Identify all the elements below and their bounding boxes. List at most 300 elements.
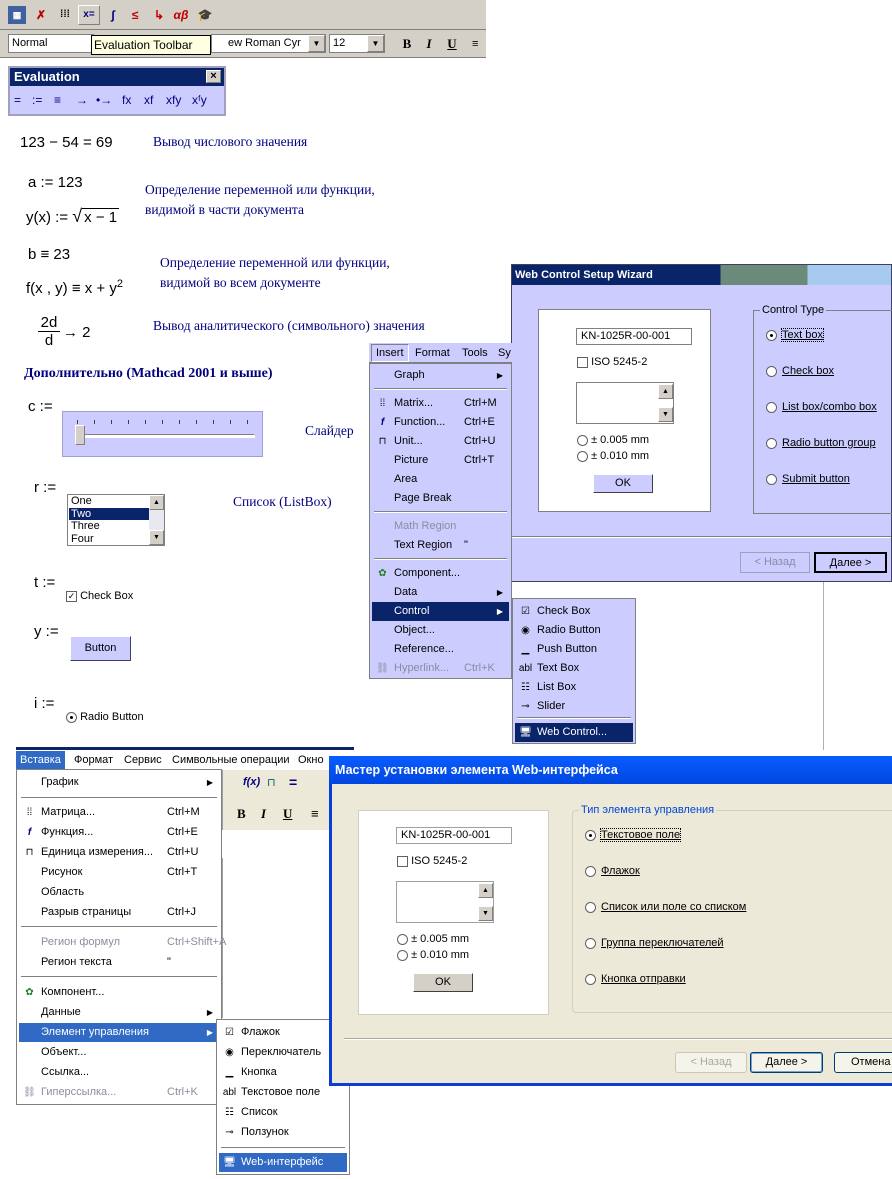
font-dropdown-button[interactable]: ▼ [308, 35, 325, 52]
ru-cancel-button[interactable]: Отмена [834, 1052, 892, 1073]
ru-menu-item[interactable] [19, 863, 219, 882]
def-f [26, 278, 123, 297]
greek-icon[interactable]: αβ [173, 8, 189, 22]
symbolic-icon[interactable]: 🎓 [197, 8, 213, 22]
def-c: c := [28, 398, 53, 415]
evaluation-palette [8, 66, 226, 116]
palette-button-7[interactable]: xfy [166, 93, 182, 107]
en-menu-item-label: Page Break [394, 492, 452, 504]
slider-icon: ⊸ [521, 701, 530, 712]
evaluation-icon[interactable]: x= [78, 5, 100, 25]
web-control-icon: 🖥 [519, 727, 532, 738]
en-menu-item-label: Graph [394, 369, 425, 381]
ru-preview-textarea[interactable] [396, 881, 494, 923]
ru-menu-item-label: Рисунок [41, 866, 83, 878]
en-menu-separator [374, 511, 507, 513]
format-toolbar [0, 30, 486, 58]
en-preview-radio2-dot[interactable] [577, 451, 588, 462]
en-menu-item [372, 659, 509, 678]
def-y-radicand: x − 1 [84, 209, 118, 226]
ru-preview-ok-button[interactable]: OK [413, 973, 473, 992]
def-r: r := [34, 479, 57, 496]
ru-textarea-up-icon[interactable]: ▲ [478, 883, 493, 898]
note-local-def [145, 180, 375, 220]
en-preview-radio1-dot[interactable] [577, 435, 588, 446]
push-button-icon: ▁ [225, 1067, 234, 1078]
en-preview-radio1-label: ± 0.005 mm [591, 434, 650, 446]
hyperlink-icon: ⛓ [376, 663, 389, 674]
ru-menu-item[interactable] [19, 1023, 219, 1042]
ru-menu-item[interactable] [19, 773, 219, 792]
palette-button-3[interactable]: → [76, 93, 88, 107]
en-menu-item-label: Math Region [394, 520, 457, 532]
en-type-option[interactable] [766, 401, 877, 413]
palette-button-1[interactable]: := [32, 93, 43, 107]
en-menu-item[interactable] [372, 394, 509, 413]
ru-type-option[interactable] [585, 865, 640, 877]
font-select[interactable]: ew Roman Cyr [211, 34, 326, 53]
textbox-icon: abl [222, 1087, 237, 1098]
en-type-radio[interactable] [766, 438, 777, 449]
ru-submenu-item[interactable] [219, 1043, 347, 1062]
ru-menu-item-shortcut: Ctrl+M [167, 806, 200, 818]
ru-menu-item [19, 1083, 219, 1102]
ru-preview-radio1-dot[interactable] [397, 934, 408, 945]
en-type-label: List box/combo box [782, 401, 877, 413]
ru-type-radio[interactable] [585, 974, 596, 985]
ru-menu-item-label: Матрица... [41, 806, 96, 818]
en-submenu-item-label: Slider [537, 700, 566, 712]
function-icon: f [27, 827, 32, 838]
ru-type-option[interactable] [585, 901, 746, 913]
en-menu-item[interactable] [372, 564, 509, 583]
listbox-control[interactable] [67, 494, 165, 546]
ru-menubar-symbolics[interactable]: Символьные операции [172, 754, 290, 766]
listbox-item[interactable]: Four [71, 532, 94, 545]
ru-control-type-group [572, 804, 892, 1013]
size-select[interactable]: 12 [329, 34, 385, 53]
ru-type-label: Текстовое поле [601, 829, 681, 841]
palette-button-0[interactable]: = [14, 93, 22, 107]
ru-type-option[interactable] [585, 973, 686, 985]
component-icon: ✿ [378, 568, 387, 579]
ru-submenu-item-label: Флажок [241, 1026, 280, 1038]
note-local-def-l2: видимой в части документа [145, 202, 304, 217]
ru-insert-menu [16, 769, 227, 1105]
programming-icon[interactable]: ↳ [153, 8, 165, 22]
checkbox-label: Check Box [80, 590, 134, 602]
en-submenu-item[interactable] [515, 697, 633, 716]
chevron-right-icon: ▶ [496, 371, 503, 380]
en-submenu-item-label: Push Button [537, 643, 597, 655]
chevron-right-icon: ▶ [496, 607, 503, 616]
ru-menu-item-shortcut: Ctrl+E [167, 826, 198, 838]
ru-submenu-item[interactable] [219, 1103, 347, 1122]
ru-menu-item[interactable] [19, 823, 219, 842]
derivative-numerator: 2d [38, 314, 60, 332]
en-preview-checkbox-box[interactable] [577, 357, 588, 368]
palette-close-button[interactable]: × [206, 70, 221, 83]
en-menu-item[interactable] [372, 432, 509, 451]
ru-menubar-service[interactable]: Сервис [124, 754, 162, 766]
ru-wizard-body [332, 784, 892, 1083]
ru-fx-icon: f(x) [243, 776, 261, 788]
ru-type-label: Кнопка отправки [601, 973, 686, 985]
ru-submenu-item[interactable] [219, 1083, 347, 1102]
size-dropdown-button[interactable]: ▼ [367, 35, 384, 52]
ru-menu-item[interactable] [19, 1063, 219, 1082]
ru-type-radio[interactable] [585, 938, 596, 949]
align-left-icon[interactable]: ≡ [472, 38, 479, 50]
ru-menubar-insert[interactable]: Вставка [16, 751, 65, 770]
en-preview-radio1[interactable] [577, 434, 649, 446]
ru-type-radio[interactable] [585, 902, 596, 913]
ru-type-option[interactable] [585, 937, 724, 949]
ru-menu-item[interactable] [19, 903, 219, 922]
en-wizard-titlebar[interactable]: Web Control Setup Wizard [512, 265, 891, 285]
scroll-down-icon[interactable]: ▼ [149, 530, 164, 545]
ru-background-toolbar [222, 770, 332, 830]
ru-menu-item-shortcut: " [167, 956, 171, 968]
ru-menu-item[interactable] [19, 983, 219, 1002]
ru-wizard-window [329, 756, 892, 1086]
ru-menu-item-shortcut: Ctrl+J [167, 906, 197, 918]
en-submenu-item-label: Web Control... [537, 726, 608, 738]
en-menubar-symbolics[interactable]: Sy [498, 347, 511, 359]
en-menu-item-shortcut: Ctrl+T [464, 454, 495, 466]
ru-submenu-item[interactable] [219, 1123, 347, 1142]
listbox-item[interactable]: One [71, 495, 92, 507]
ru-preview-textbox[interactable]: KN-1025R-00-001 [396, 827, 512, 844]
ru-menu-separator [21, 926, 217, 928]
chevron-right-icon: ▶ [206, 1028, 213, 1037]
ru-menu-item[interactable] [19, 1003, 219, 1022]
slider-track [75, 434, 255, 438]
ru-menu-item[interactable] [19, 953, 219, 972]
bold-button[interactable]: B [402, 36, 412, 51]
en-preview-checkbox[interactable] [577, 356, 647, 368]
en-menubar-insert[interactable]: Insert [371, 344, 409, 362]
en-menu-item-label: Unit... [394, 435, 423, 447]
ru-menu-item-label: Объект... [41, 1046, 87, 1058]
def-t: t := [34, 574, 56, 591]
push-button-control[interactable]: Button [70, 636, 131, 661]
en-submenu-item-label: List Box [537, 681, 577, 693]
en-type-option[interactable] [766, 329, 823, 341]
en-submenu-separator [517, 717, 631, 719]
ru-type-radio[interactable] [585, 830, 596, 841]
en-control-submenu [512, 598, 636, 744]
en-submenu-item[interactable] [515, 659, 633, 678]
en-group-title: Control Type [762, 304, 825, 316]
checkbox-box[interactable]: ✓ [67, 590, 76, 601]
en-submenu-item[interactable] [515, 723, 633, 742]
graph-icon[interactable]: ✗ [35, 8, 47, 22]
unit-icon: ⊓ [378, 436, 387, 447]
en-menu-item[interactable] [372, 413, 509, 432]
en-menu-item-shortcut: Ctrl+E [464, 416, 495, 428]
en-back-button[interactable]: < Назад [740, 552, 810, 573]
scroll-up-icon[interactable]: ▲ [149, 495, 164, 510]
en-menu-item-label: Text Region [394, 539, 453, 551]
ru-preview-radio2-dot[interactable] [397, 950, 408, 961]
en-menu-item[interactable] [372, 451, 509, 470]
palette-button-6[interactable]: xf [144, 93, 154, 107]
listbox-label: Список (ListBox) [233, 494, 332, 509]
en-menu-separator [374, 388, 507, 390]
ru-menu-item-label: Регион формул [41, 936, 121, 948]
palette-buttons [14, 91, 224, 113]
ru-type-radio[interactable] [585, 866, 596, 877]
en-control-type-group [753, 304, 892, 514]
ru-wizard-titlebar[interactable]: Мастер установки элемента Web-интерфейса [329, 756, 892, 784]
en-menu-item[interactable] [372, 470, 509, 489]
ru-menu-item-shortcut: Ctrl+Shift+A [167, 936, 227, 948]
en-textarea-down-icon[interactable]: ▼ [658, 407, 673, 422]
ru-submenu-separator [221, 1147, 345, 1149]
note-global-def-l1: Определение переменной или функции, [160, 255, 390, 270]
en-preview-radio2[interactable] [577, 450, 649, 462]
ru-submenu-item-label: Кнопка [241, 1066, 277, 1078]
en-menu-item-shortcut: Ctrl+U [464, 435, 496, 447]
note-local-def-l1: Определение переменной или функции, [145, 182, 375, 197]
en-submenu-item-label: Radio Button [537, 624, 601, 636]
en-menu-item-label: Hyperlink... [394, 662, 450, 674]
en-menu-item[interactable] [372, 366, 509, 385]
checkbox-icon: ☑ [225, 1027, 234, 1038]
ru-menu-item-label: Данные [41, 1006, 81, 1018]
en-menu-item[interactable] [372, 583, 509, 602]
en-type-radio[interactable] [766, 330, 777, 341]
matrix-icon: ⁞⁞ [26, 807, 33, 818]
ru-preview-radio2[interactable] [397, 949, 469, 961]
listbox-item[interactable]: Three [71, 520, 100, 532]
en-submenu-item[interactable] [515, 678, 633, 697]
ru-preview-checkbox-box[interactable] [397, 856, 408, 867]
ru-italic-icon: I [261, 806, 267, 821]
ru-menu-separator [21, 797, 217, 799]
en-submenu-item-label: Text Box [537, 662, 580, 674]
listbox-icon: ☷ [225, 1107, 234, 1118]
derivative-denominator: d [44, 332, 54, 349]
radio-dot[interactable] [66, 712, 77, 723]
ru-preview-checkbox-label: ISO 5245-2 [411, 855, 468, 867]
en-menu-item-label: Function... [394, 416, 446, 428]
ru-align-icon: ≡ [311, 806, 319, 821]
ru-menubar-format[interactable]: Формат [74, 754, 114, 766]
en-next-button[interactable]: Далее > [814, 552, 887, 573]
ru-menu-item[interactable] [19, 883, 219, 902]
slider-control[interactable] [62, 411, 263, 457]
ru-wizard-preview [358, 810, 549, 1015]
en-menu-item[interactable] [372, 536, 509, 555]
ru-bold-icon: B [237, 806, 246, 821]
en-menu-item-shortcut: " [464, 539, 468, 551]
en-type-label: Text box [782, 329, 823, 341]
derivative [38, 314, 60, 349]
listbox-icon: ☷ [521, 682, 530, 693]
en-preview-checkbox-label: ISO 5245-2 [591, 356, 648, 368]
en-menu-separator [374, 558, 507, 560]
ru-menu-item-label: Элемент управления [41, 1026, 149, 1038]
radio-icon: ◉ [521, 625, 530, 636]
calculator-icon[interactable]: ▦ [8, 6, 26, 24]
chevron-right-icon: ▶ [206, 778, 213, 787]
palette-button-4[interactable]: •→ [96, 93, 113, 107]
ru-preview-checkbox[interactable] [397, 855, 467, 867]
en-menu-item-label: Data [394, 586, 418, 598]
ru-menu-item-shortcut: Ctrl+U [167, 846, 199, 858]
en-preview-radio2-label: ± 0.010 mm [591, 450, 650, 462]
en-type-radio[interactable] [766, 366, 777, 377]
palette-button-8[interactable]: xᶠy [192, 93, 207, 107]
function-icon: f [380, 417, 385, 428]
ru-next-button[interactable]: Далее > [750, 1052, 823, 1073]
en-wizard-window [511, 264, 892, 582]
en-menu-item[interactable] [372, 602, 509, 621]
ru-equal-icon: = [289, 774, 298, 790]
en-menu-item-shortcut: Ctrl+M [464, 397, 497, 409]
checkbox-control[interactable] [66, 590, 133, 602]
palette-titlebar[interactable]: Evaluation [10, 68, 224, 86]
sqrt-symbol: √ [72, 206, 83, 226]
ru-unit-icon: ⊓ [267, 777, 276, 789]
ru-menu-item[interactable] [19, 843, 219, 862]
slider-ticks [77, 420, 253, 424]
ru-menu-item[interactable] [19, 803, 219, 822]
palette-button-2[interactable]: ≡ [54, 93, 62, 107]
ru-back-button[interactable]: < Назад [675, 1052, 747, 1073]
radio-icon: ◉ [225, 1047, 234, 1058]
en-preview-textarea[interactable] [576, 382, 674, 424]
note-global-def-l2: видимой во всем документе [160, 275, 321, 290]
ru-preview-radio2-label: ± 0.010 mm [411, 949, 470, 961]
ru-preview-radio1[interactable] [397, 933, 469, 945]
listbox-item[interactable]: Two [69, 508, 149, 521]
matrix-icon: ⁞⁞ [379, 398, 386, 409]
ru-type-label: Список или поле со списком [601, 901, 747, 913]
ru-menu-item-shortcut: Ctrl+K [167, 1086, 198, 1098]
ru-submenu-item[interactable] [219, 1023, 347, 1042]
textbox-icon: abl [518, 663, 533, 674]
en-textarea-up-icon[interactable]: ▲ [658, 384, 673, 399]
en-type-radio[interactable] [766, 474, 777, 485]
listbox-scrollbar[interactable] [149, 495, 164, 545]
en-submenu-item[interactable] [515, 621, 633, 640]
calculus-icon[interactable]: ∫ [111, 8, 115, 22]
ru-menu-separator [21, 976, 217, 978]
en-menubar-tools[interactable]: Tools [462, 347, 488, 359]
tooltip: Evaluation Toolbar [91, 35, 211, 55]
note-symbolic: Вывод аналитического (символьного) значения [153, 318, 425, 333]
en-menu-item-label: Object... [394, 624, 435, 636]
boolean-icon[interactable]: ≤ [131, 8, 139, 22]
en-type-option[interactable] [766, 473, 850, 485]
eq-numeric: 123 − 54 = 69 [20, 134, 113, 151]
en-menu-item-label: Picture [394, 454, 429, 466]
en-wizard-divider [512, 536, 891, 538]
en-preview-ok-button[interactable]: OK [593, 474, 653, 493]
ru-menu-item-label: Гиперссылка... [41, 1086, 117, 1098]
push-button-icon: ▁ [521, 644, 530, 655]
ru-menu-item-label: Компонент... [41, 986, 105, 998]
en-preview-textbox[interactable]: KN-1025R-00-001 [576, 328, 692, 345]
ru-underline-icon: U [283, 806, 293, 821]
en-menu-item [372, 517, 509, 536]
ru-menu-item-label: Регион текста [41, 956, 112, 968]
ru-submenu-item-label: Ползунок [241, 1126, 289, 1138]
italic-button[interactable]: I [426, 36, 432, 51]
style-select[interactable]: Normal [8, 34, 94, 53]
ru-menu-item-label: Разрыв страницы [41, 906, 132, 918]
en-submenu-item-label: Check Box [537, 605, 591, 617]
derivative-result: → 2 [63, 324, 91, 341]
ru-submenu-item-label: Web-интерфейс [241, 1156, 324, 1168]
en-menu-item[interactable] [372, 489, 509, 508]
en-type-label: Radio button group [782, 437, 876, 449]
en-type-label: Submit button [782, 473, 850, 485]
ru-menubar [16, 747, 354, 769]
section-heading: Дополнительно (Mathcad 2001 и выше) [24, 366, 273, 381]
radio-control[interactable] [66, 711, 144, 723]
ru-menu-item [19, 933, 227, 952]
ru-group-title: Тип элемента управления [581, 804, 715, 816]
checkbox-icon: ☑ [521, 606, 530, 617]
en-menu-item-label: Reference... [394, 643, 454, 655]
ru-menu-item-label: График [41, 776, 79, 788]
en-menu-item[interactable] [372, 640, 509, 659]
en-menu-item-shortcut: Ctrl+K [464, 662, 495, 674]
def-y-left: y(x) := [26, 209, 69, 226]
en-menu-item[interactable] [372, 621, 509, 640]
def-f-sup: 2 [116, 278, 123, 290]
en-submenu-item[interactable] [515, 602, 633, 621]
ru-submenu-item-label: Переключатель [241, 1046, 322, 1058]
en-type-option[interactable] [766, 365, 834, 377]
ru-textarea-down-icon[interactable]: ▼ [478, 906, 493, 921]
matrix-icon[interactable]: ⁞⁞⁞ [60, 9, 70, 20]
ru-menu-item-label: Ссылка... [41, 1066, 90, 1078]
hyperlink-icon: ⛓ [23, 1087, 36, 1098]
def-b: b ≡ 23 [28, 246, 71, 263]
en-wizard-shadow-line [823, 582, 824, 750]
ru-submenu-item[interactable] [219, 1063, 347, 1082]
ru-menu-item[interactable] [19, 1043, 219, 1062]
chevron-right-icon: ▶ [496, 588, 503, 597]
en-type-radio[interactable] [766, 402, 777, 413]
def-y2: y := [34, 623, 59, 640]
ru-menubar-window[interactable]: Окно [298, 754, 324, 766]
slider-label: Слайдер [305, 423, 354, 438]
def-y [26, 206, 119, 227]
en-type-option[interactable] [766, 437, 876, 449]
ru-wizard-divider [344, 1038, 892, 1040]
en-menu-item-label: Matrix... [394, 397, 434, 409]
en-menu-item-label: Control [394, 605, 430, 617]
en-submenu-item[interactable] [515, 640, 633, 659]
ru-menu-item-label: Единица измерения... [41, 846, 154, 858]
ru-menu-item-shortcut: Ctrl+T [167, 866, 198, 878]
ru-type-label: Группа переключателей [601, 937, 724, 949]
ru-submenu-item[interactable] [219, 1153, 347, 1172]
palette-button-5[interactable]: fx [122, 93, 132, 107]
listbox-items [69, 495, 149, 545]
ru-type-option[interactable] [585, 829, 680, 841]
en-menubar-format[interactable]: Format [415, 347, 450, 359]
ru-submenu-item-label: Текстовое поле [241, 1086, 321, 1098]
slider-thumb[interactable] [75, 425, 85, 445]
underline-button[interactable]: U [447, 36, 457, 51]
